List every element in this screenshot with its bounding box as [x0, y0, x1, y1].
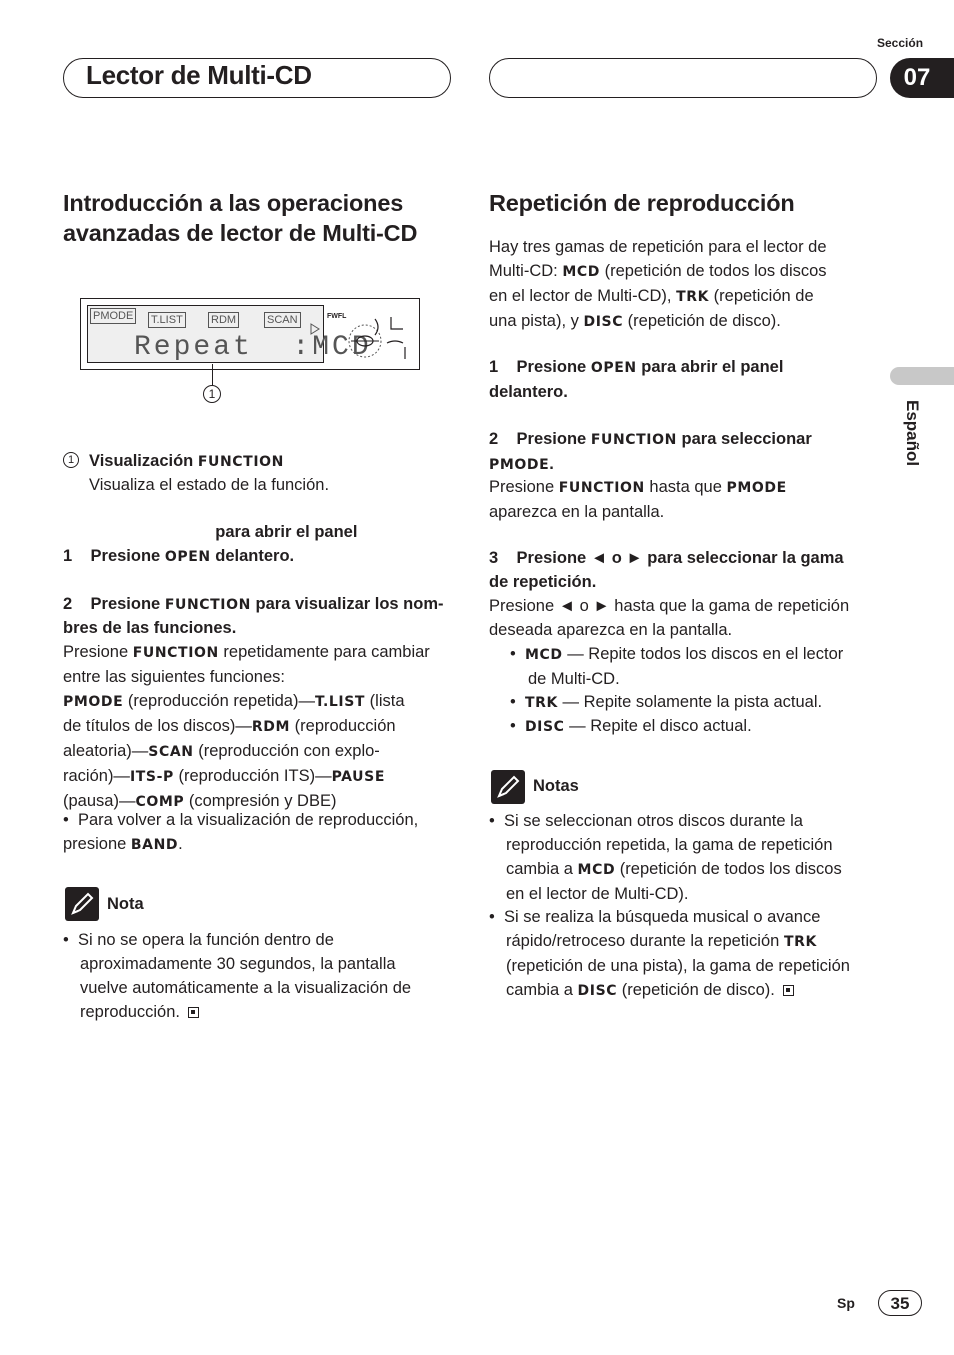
header-blank-frame: [489, 58, 877, 98]
callout-number: 1: [203, 385, 221, 403]
right-step2-body: Presione FUNCTION hasta que PMODE aparezca en la pantalla.: [489, 478, 787, 521]
lcd-dial-graphic: [331, 307, 417, 367]
lcd-indicator: FWFL: [327, 313, 347, 320]
repeat-option-trk: • TRK — Repite solamente la pista actual.: [510, 693, 823, 711]
page-title: Lector de Multi-CD: [86, 60, 312, 90]
lcd-display-illustration: [80, 298, 420, 370]
left-note-text: • Si no se opera la función dentro de aproximadamente 30 segundos, la pantalla vuelve automáticamente a la visualización de reproducción.: [63, 931, 412, 1021]
left-step2-body: Presione FUNCTION repetidamente para cambiar entre las siguientes funciones: PMODE (reproducción repetida)—T.LIST (lista de títulos de los discos)—RDM (reproducción aleatoria)—SCAN (reproducción con explo- ración)—ITS-P (reproducción ITS)—PAUSE (pausa)—COMP (compresión y DBE): [63, 643, 430, 810]
lcd-tab-tlist: T.LIST: [148, 312, 186, 328]
legend-number: 1: [63, 452, 79, 468]
sidebar-language-label: Español: [903, 400, 922, 467]
sidebar-language: [890, 400, 938, 490]
notes-pencil-icon: [491, 770, 525, 804]
repeat-option-mcd: • MCD — Repite todos los discos en el lector de Multi-CD.: [510, 645, 844, 688]
end-mark-icon: [783, 985, 794, 996]
lcd-tab-rdm: RDM: [208, 312, 239, 328]
right-note-2: • Si se realiza la búsqueda musical o avance rápido/retroceso durante la repetición TRK (repetición de una pista), la gama de repetición cambia a DISC (repetición de disco).: [489, 908, 850, 999]
lcd-arrow-icon: [310, 323, 320, 335]
section-label: Sección: [877, 36, 924, 50]
legend-description: Visualiza el estado de la función.: [89, 476, 330, 494]
left-heading: Introducción a las operaciones avanzadas de lector de Multi-CD: [63, 190, 418, 246]
left-step2-heading: 2 Presione FUNCTION para visualizar los nom-: [63, 595, 444, 613]
lcd-main-text: Repeat :MCD: [134, 332, 372, 363]
footer-lang-code: Sp: [837, 1295, 855, 1311]
right-heading: Repetición de reproducción: [489, 190, 795, 216]
lcd-tab-scan: SCAN: [264, 312, 301, 328]
page-number: 35: [878, 1290, 922, 1316]
callout-leader-line: [212, 364, 213, 386]
left-step2-bullet: • Para volver a la visualización de reproducción, presione BAND.: [63, 811, 419, 853]
note-label: Nota: [107, 895, 144, 913]
right-step1: 1 Presione OPEN para abrir el panel delantero.: [489, 358, 784, 401]
repeat-option-disc: • DISC — Repite el disco actual.: [510, 717, 752, 735]
lcd-tab-pmode: PMODE: [90, 308, 136, 324]
notes-label: Notas: [533, 777, 579, 795]
right-step3-heading: 3 Presione ◄ o ► para seleccionar la gama de repetición.: [489, 549, 844, 591]
legend-title: Visualización FUNCTION: [89, 452, 284, 470]
right-note-1: • Si se seleccionan otros discos durante la reproducción repetida, la gama de repetición cambia a MCD (repetición de todos los discos en el lector de Multi-CD).: [489, 812, 842, 903]
right-intro: Hay tres gamas de repetición para el lector de Multi-CD: MCD (repetición de todos los discos en el lector de Multi-CD), TRK (repetición de una pista), y DISC (repetición de disco).: [489, 238, 827, 330]
sidebar-tab-marker: [890, 367, 954, 385]
left-step1: 1 Presione OPEN para abrir el panel delantero.: [63, 523, 358, 565]
section-number: 07: [890, 58, 954, 98]
note-pencil-icon: [65, 887, 99, 921]
left-step2-heading-line2: bres de las funciones.: [63, 619, 237, 637]
right-step2-heading: 2 Presione FUNCTION para seleccionar PMODE.: [489, 430, 812, 473]
right-step3-body: Presione ◄ o ► hasta que la gama de repetición deseada aparezca en la pantalla.: [489, 597, 850, 639]
end-mark-icon: [188, 1007, 199, 1018]
